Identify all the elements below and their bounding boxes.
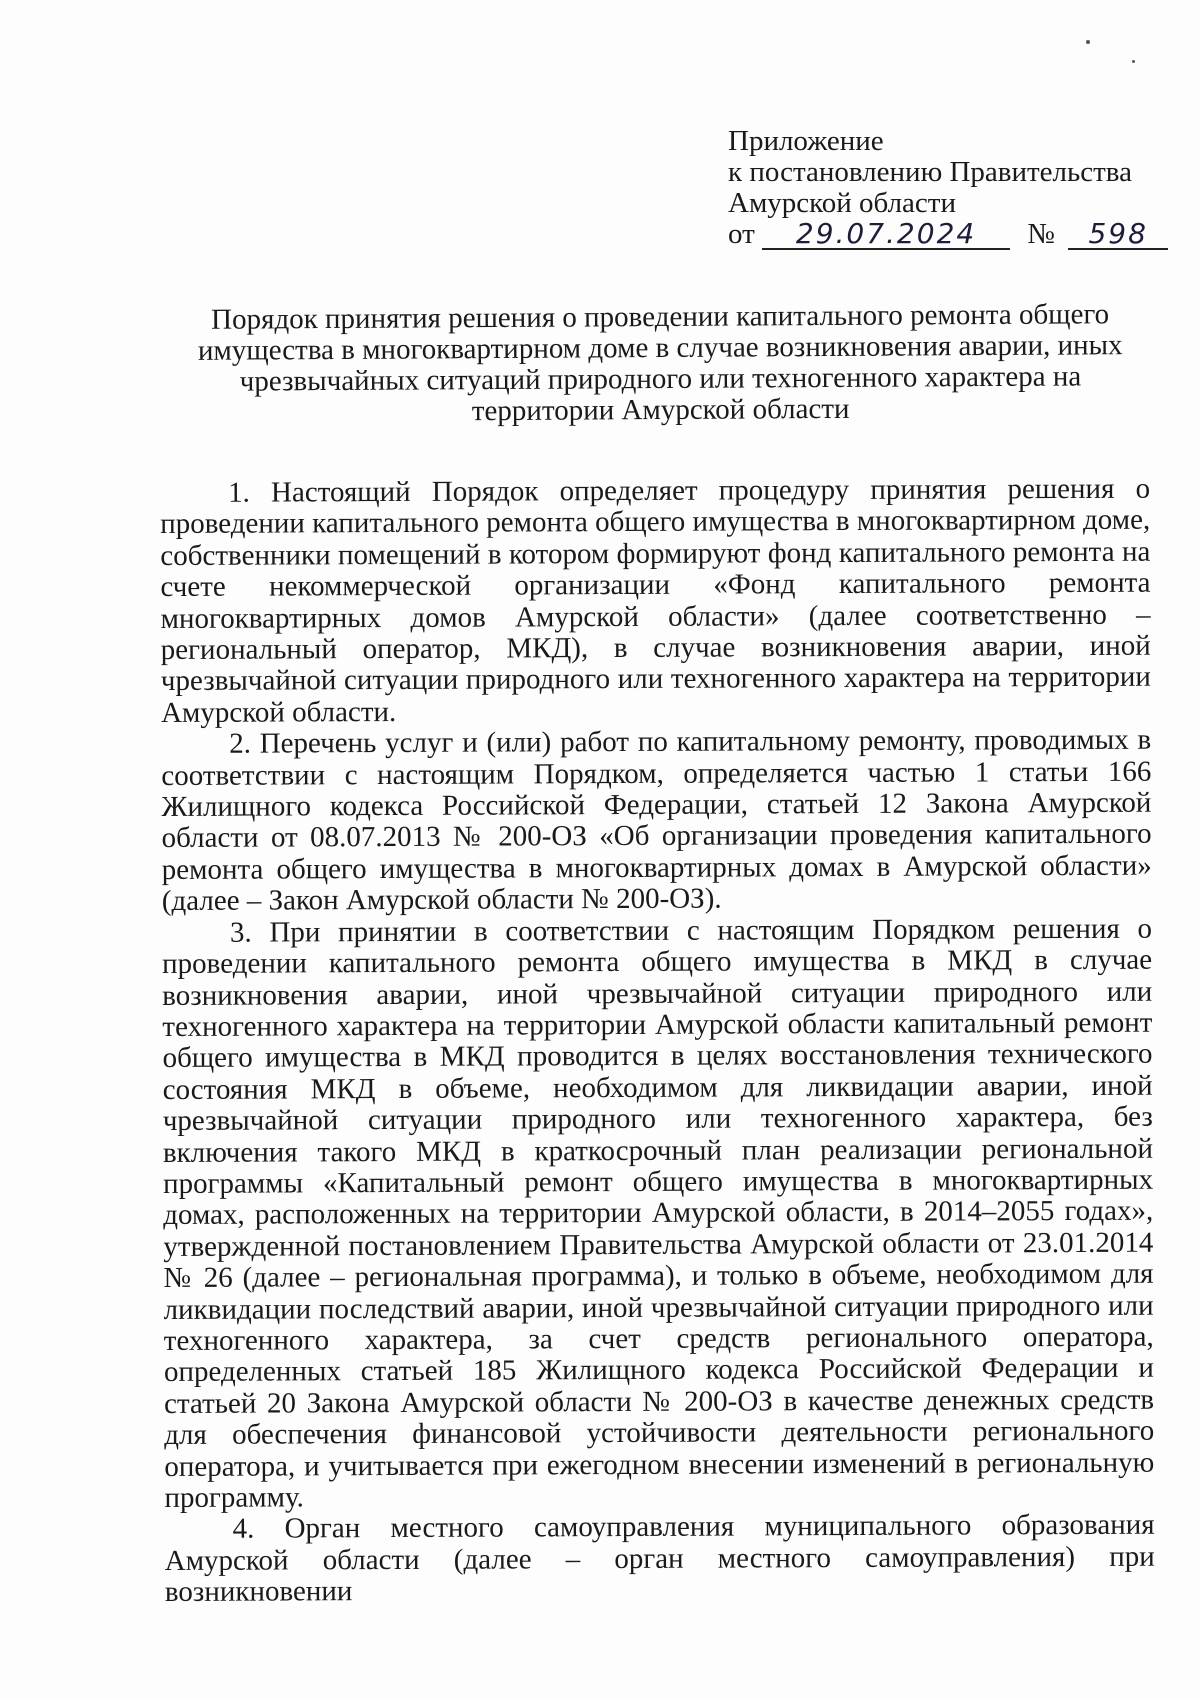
number-sign: № (1027, 218, 1055, 250)
paragraph-3: 3. При принятии в соответствии с настоящим Порядком решения о проведении капитального ремонта общего имущества в МКД в случае возникновения аварии, иной чрезвычайной ситуации природного или техногенного характера на территории Амурской области капитальный ремонт общего имущества в МКД проводится в целях восстановления технического состояния МКД в объеме, необходимом для ликвидации аварии, иной чрезвычайной ситуации природного или техногенного характера, без включения такого МКД в краткосрочный план реализации региональной программы «Капитальный ремонт общего имущества в многоквартирных домах, расположенных на территории Амурской области, в 2014–2055 годах», утвержденной постановлением Правительства Амурской области от 23.01.2014 № 26 (далее – региональная программа), и только в объеме, необходимом для ликвидации последствий аварии, иной чрезвычайной ситуации природного или техногенного характера, за счет средств регионального оператора, определенных статьей 185 Жилищного кодекса Российской Федерации и статьей 20 Закона Амурской области № 200-ОЗ в качестве денежных средств для обеспечения финансовой устойчивости деятельности регионального оператора, и учитывается при ежегодном внесении изменений в региональную программу. (162, 912, 1155, 1514)
appendix-header (728, 126, 1148, 250)
scan-speck (1132, 60, 1135, 63)
paragraph-2: 2. Перечень услуг и (или) работ по капитальному ремонту, проводимых в соответствии с настоящим Порядком, определяется частью 1 статьи 166 Жилищного кодекса Российской Федерации, статьей 12 Закона Амурской области от 08.07.2013 № 200-ОЗ «Об организации проведения капитального ремонта общего имущества в многоквартирных домах в Амурской области» (далее – Закон Амурской области № 200-ОЗ). (161, 723, 1152, 918)
date-prefix: от (728, 218, 755, 250)
appendix-date-number-line (728, 219, 1148, 250)
appendix-label: Приложение (728, 125, 884, 157)
handwritten-number: 598 (1068, 220, 1168, 250)
handwritten-date: 29.07.2024 (762, 220, 1010, 250)
document-body (160, 474, 1155, 1609)
scan-speck (1086, 40, 1090, 44)
appendix-region: Амурской области (728, 187, 956, 219)
paragraph-1: 1. Настоящий Порядок определяет процедуру принятия решения о проведении капитального ремонта общего имущества в многоквартирном доме, собственники помещений в котором формируют фонд капитального ремонта на счете некоммерческой организации «Фонд капитального ремонта многоквартирных домов Амурской области» (далее соответственно – региональный оператор, МКД), в случае возникновения аварии, иной чрезвычайной ситуации природного или техногенного характера на территории Амурской области. (160, 472, 1151, 729)
paragraph-4: 4. Орган местного самоуправления муниципального образования Амурской области (далее – орган местного самоуправления) при возникновении (164, 1509, 1155, 1609)
document-title: Порядок принятия решения о проведении капитального ремонта общего имущества в многоквартирном доме в случае возникновения аварии, иных чрезвычайных ситуаций природного или техногенного характера на территории Амурской области (197, 298, 1123, 428)
appendix-resolution-ref: к постановлению Правительства (728, 156, 1132, 188)
